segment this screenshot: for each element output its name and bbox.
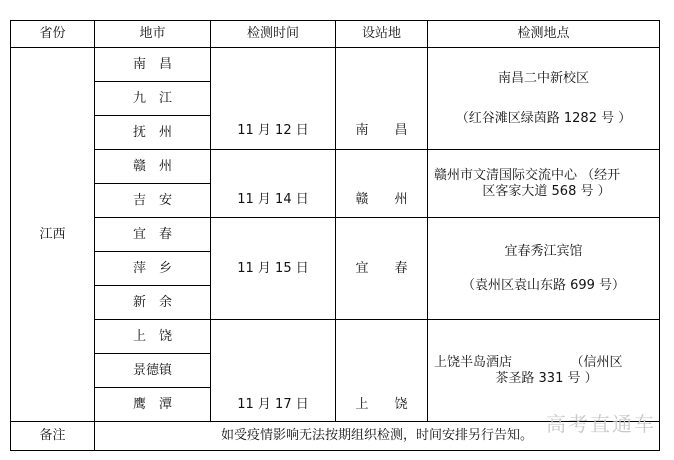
location-address: 茶圣路 331 号 ） xyxy=(495,370,598,386)
location-cell xyxy=(428,150,660,218)
site-cell xyxy=(336,150,428,218)
time-text: 11 月 17 日 xyxy=(237,396,309,412)
city-cell: 上 饶 xyxy=(95,320,211,354)
location-address: （红谷滩区绿茵路 1282 号 ） xyxy=(455,110,632,126)
city-cell: 赣 州 xyxy=(95,150,211,184)
header-city: 地市 xyxy=(95,21,211,48)
location-name: 南昌二中新校区 xyxy=(497,70,589,86)
city-cell: 九 江 xyxy=(95,82,211,116)
site-cell xyxy=(336,320,428,422)
city-cell: 新 余 xyxy=(95,286,211,320)
site-text: 赣 州 xyxy=(355,191,408,207)
time-cell: 11 月 15 日 xyxy=(211,218,336,320)
location-cell xyxy=(428,218,660,320)
location-address: （袁州区袁山东路 699 号） xyxy=(461,277,626,293)
location-address: 区客家大道 568 号 ） xyxy=(482,183,611,199)
time-cell xyxy=(211,48,336,150)
table-row xyxy=(11,320,660,354)
table-row xyxy=(11,218,660,252)
time-cell xyxy=(211,150,336,218)
site-cell xyxy=(336,48,428,150)
city-cell: 萍 乡 xyxy=(95,252,211,286)
site-text: 上 饶 xyxy=(355,396,408,412)
time-text: 11 月 12 日 xyxy=(237,122,309,138)
table-row xyxy=(11,48,660,82)
remark-label: 备注 xyxy=(11,422,95,451)
watermark: 高考直通车 xyxy=(546,412,656,436)
city-cell: 鹰 潭 xyxy=(95,388,211,422)
schedule-table xyxy=(10,20,660,451)
city-cell: 抚 州 xyxy=(95,116,211,150)
city-cell: 南 昌 xyxy=(95,48,211,82)
time-cell xyxy=(211,320,336,422)
location-name: 上饶半岛酒店 （信州区 xyxy=(434,354,623,370)
location-name: 宜春秀江宾馆 xyxy=(504,243,583,259)
location-name: 赣州市文清国际交流中心 （经开 xyxy=(434,167,621,183)
province-cell: 江西 xyxy=(11,48,95,422)
header-row xyxy=(11,21,660,48)
city-cell: 景德镇 xyxy=(95,354,211,388)
site-cell: 宜 春 xyxy=(336,218,428,320)
site-text: 南 昌 xyxy=(355,122,408,138)
header-site: 设站地 xyxy=(336,21,428,48)
table-row xyxy=(11,150,660,184)
location-cell xyxy=(428,320,660,422)
header-location: 检测地点 xyxy=(428,21,660,48)
header-time: 检测时间 xyxy=(211,21,336,48)
city-cell: 吉 安 xyxy=(95,184,211,218)
time-text: 11 月 14 日 xyxy=(237,191,309,207)
city-cell: 宜 春 xyxy=(95,218,211,252)
remark-text: 如受疫情影响无法按期组织检测，时间安排另行告知。 xyxy=(95,422,660,451)
header-province: 省份 xyxy=(11,21,95,48)
location-cell xyxy=(428,48,660,150)
